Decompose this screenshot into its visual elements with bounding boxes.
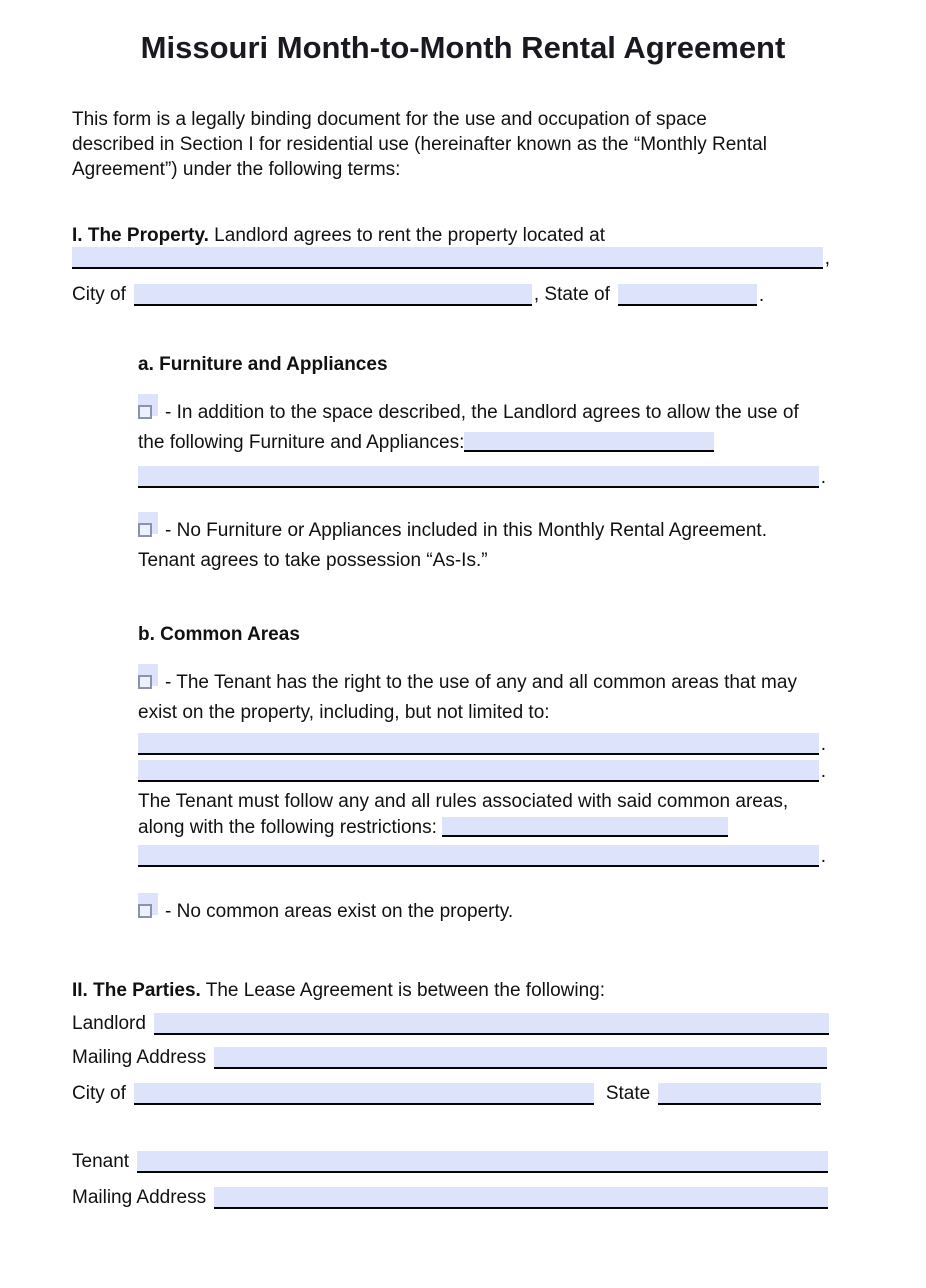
furniture-none-text: - No Furniture or Appliances included in this Monthly Rental Agreement. Tenant agrees to take possession “As-Is.” — [138, 520, 767, 571]
property-state-field[interactable] — [618, 284, 757, 306]
common-areas-field-1[interactable] — [138, 733, 819, 755]
checkbox-box-icon — [138, 675, 152, 689]
page-title: Missouri Month-to-Month Rental Agreement — [140, 30, 786, 65]
checkbox-box-icon — [138, 904, 152, 918]
common-areas-use-text: - The Tenant has the right to the use of any and all common areas that may exist on the property, including, but not limited to: — [138, 672, 797, 723]
tenant-mailing-label: Mailing Address — [72, 1187, 207, 1208]
landlord-mailing-row — [72, 1046, 827, 1069]
furniture-none-item — [138, 512, 798, 576]
common-areas-heading: b. Common Areas — [138, 624, 300, 645]
restrictions-suffix: . — [820, 846, 826, 867]
tenant-name-field[interactable] — [137, 1151, 828, 1173]
furniture-heading: a. Furniture and Appliances — [138, 354, 388, 375]
furniture-list-suffix: . — [820, 467, 826, 488]
checkbox-box-icon — [138, 405, 152, 419]
landlord-name-label: Landlord — [72, 1013, 146, 1034]
landlord-name-row — [72, 1012, 829, 1035]
common-areas-use-item — [138, 664, 838, 728]
property-city-field[interactable] — [134, 284, 532, 306]
property-state-label: , State of — [533, 284, 610, 305]
property-address-field[interactable] — [72, 247, 823, 269]
tenant-name-row — [72, 1150, 828, 1173]
section-parties-heading — [72, 980, 605, 1002]
common-areas-rules-text: The Tenant must follow any and all rules associated with said common areas, along with the following restrictions: — [138, 791, 789, 838]
checkbox-box-icon — [138, 523, 152, 537]
common-areas-none-item — [138, 893, 778, 927]
common-areas-rules-paragraph — [138, 789, 834, 841]
tenant-mailing-row — [72, 1186, 828, 1209]
tenant-name-label: Tenant — [72, 1151, 130, 1172]
common-areas-suffix-1: . — [820, 734, 826, 755]
property-state-suffix: . — [758, 285, 765, 306]
property-city-label: City of — [72, 284, 126, 305]
landlord-state-label: State — [605, 1083, 651, 1104]
property-city-state-row — [72, 283, 778, 306]
landlord-name-field[interactable] — [154, 1013, 829, 1035]
restrictions-field-1[interactable] — [442, 817, 728, 837]
section-parties-heading-rest: The Lease Agreement is between the following: — [200, 980, 606, 1001]
landlord-state-field[interactable] — [658, 1083, 821, 1105]
property-address-suffix: , — [824, 248, 830, 269]
furniture-allow-checkbox[interactable] — [138, 394, 158, 427]
restrictions-row-2 — [138, 845, 826, 867]
section-parties-heading-bold: II. The Parties. — [72, 980, 201, 1001]
furniture-list-row-2 — [138, 466, 826, 488]
section-property-heading-rest: Landlord agrees to rent the property located at — [208, 225, 605, 246]
common-areas-suffix-2: . — [820, 761, 826, 782]
property-address-row — [72, 247, 830, 269]
furniture-allow-text: - In addition to the space described, the Landlord agrees to allow the use of the following Furniture and Appliances: — [138, 402, 799, 453]
landlord-city-field[interactable] — [134, 1083, 594, 1105]
landlord-city-label: City of — [72, 1083, 126, 1104]
common-areas-field-2[interactable] — [138, 760, 819, 782]
furniture-allow-item — [138, 394, 828, 458]
common-areas-row-2 — [138, 760, 826, 782]
landlord-city-state-row — [72, 1082, 821, 1105]
restrictions-field-2[interactable] — [138, 845, 819, 867]
furniture-list-field-1[interactable] — [464, 432, 714, 452]
furniture-none-checkbox[interactable] — [138, 512, 158, 545]
common-areas-none-text: - No common areas exist on the property. — [165, 901, 514, 922]
section-property-heading — [72, 225, 605, 247]
tenant-mailing-address-field[interactable] — [214, 1187, 828, 1209]
section-property-heading-bold: I. The Property. — [72, 225, 209, 246]
common-areas-none-checkbox[interactable] — [138, 893, 158, 926]
common-areas-use-checkbox[interactable] — [138, 664, 158, 697]
landlord-mailing-address-field[interactable] — [214, 1047, 827, 1069]
common-areas-row-1 — [138, 733, 826, 755]
furniture-list-field-2[interactable] — [138, 466, 819, 488]
landlord-mailing-label: Mailing Address — [72, 1047, 207, 1068]
intro-paragraph: This form is a legally binding document for the use and occupation of space described in Section I for residential use (hereinafter known as the “Monthly Rental Agreement”) under the following terms: — [72, 109, 767, 180]
